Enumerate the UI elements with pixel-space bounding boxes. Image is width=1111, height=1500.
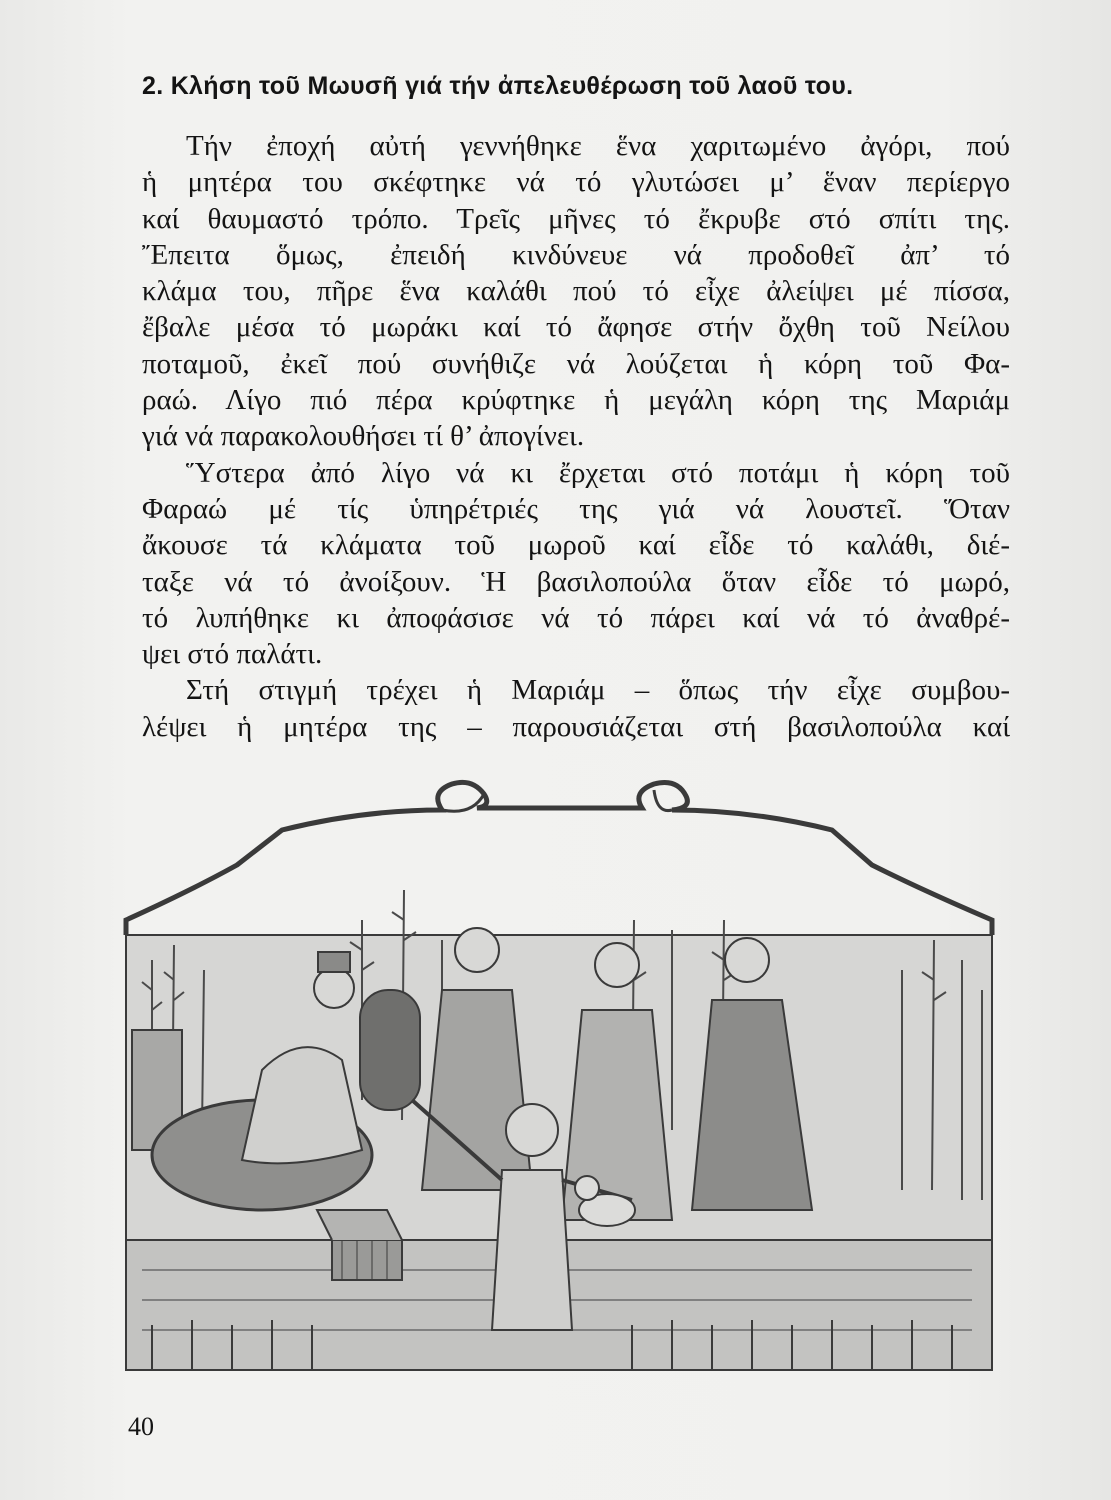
page-number: 40 (128, 1412, 154, 1441)
text-line: Ἔπειτα ὅμως, ἐπειδή κινδύνευε νά προδοθεῖ ἀπ’ τό (142, 238, 1010, 271)
section-heading: 2. Κλήση τοῦ Μωυσῆ γιά τήν ἀπελευθέρωση τοῦ λαοῦ του. (142, 72, 854, 100)
text-line: ραώ. Λίγο πιό πέρα κρύφτηκε ἡ μεγάλη κόρη της Μαριάμ (142, 384, 1010, 417)
paragraph-3 (142, 672, 1010, 745)
text-line: ποταμοῦ, ἐκεῖ πού συνήθιζε νά λούζεται ἡ κόρη τοῦ Φα- (142, 347, 1010, 380)
moses-found-illustration (112, 770, 1004, 1395)
text-line: Στή στιγμή τρέχει ἡ Μαριάμ – ὅπως τήν εἶχε συμβου- (186, 674, 1010, 707)
frame-outline (126, 782, 992, 935)
text-line: Ὕστερα ἀπό λίγο νά κι ἔρχεται στό ποτάμι ἡ κόρη τοῦ (186, 456, 1010, 489)
text-line: ψει στό παλάτι. (142, 638, 323, 671)
text-line: κλάμα του, πῆρε ἕνα καλάθι πού τό εἶχε ἀλείψει μέ πίσσα, (142, 275, 1010, 308)
text-line: γιά νά παρακολουθήσει τί θ’ ἀπογίνει. (142, 420, 585, 453)
text-line: Τήν ἐποχή αὐτή γεννήθηκε ἕνα χαριτωμένο ἀγόρι, πού (186, 130, 1010, 162)
text-line: καί θαυμαστό τρόπο. Τρεῖς μῆνες τό ἔκρυβε στό σπίτι της. (142, 202, 1010, 235)
paragraph-1 (142, 128, 1010, 455)
text-line: ἔβαλε μέσα τό μωράκι καί τό ἄφησε στήν ὄχθη τοῦ Νείλου (142, 311, 1010, 344)
body-text (142, 128, 1010, 745)
text-line: τό λυπήθηκε κι ἀποφάσισε νά τό πάρει καί νά τό ἀναθρέ- (142, 601, 1010, 634)
text-line: ταξε νά τό ἀνοίξουν. Ἡ βασιλοπούλα ὅταν εἶδε τό μωρό, (142, 565, 1010, 598)
text-line: λέψει ἡ μητέρα της – παρουσιάζεται στή βασιλοπούλα καί (142, 710, 1010, 743)
text-line: ἡ μητέρα του σκέφτηκε νά τό γλυτώσει μ’ ἕναν περίεργο (142, 166, 1010, 199)
text-line: Φαραώ μέ τίς ὑπηρέτριές της γιά νά λουστεῖ. Ὅταν (142, 492, 1010, 525)
text-line: ἄκουσε τά κλάματα τοῦ μωροῦ καί εἶδε τό καλάθι, διέ- (142, 529, 1010, 562)
standing-figures (422, 928, 812, 1220)
paragraph-2 (142, 455, 1010, 673)
